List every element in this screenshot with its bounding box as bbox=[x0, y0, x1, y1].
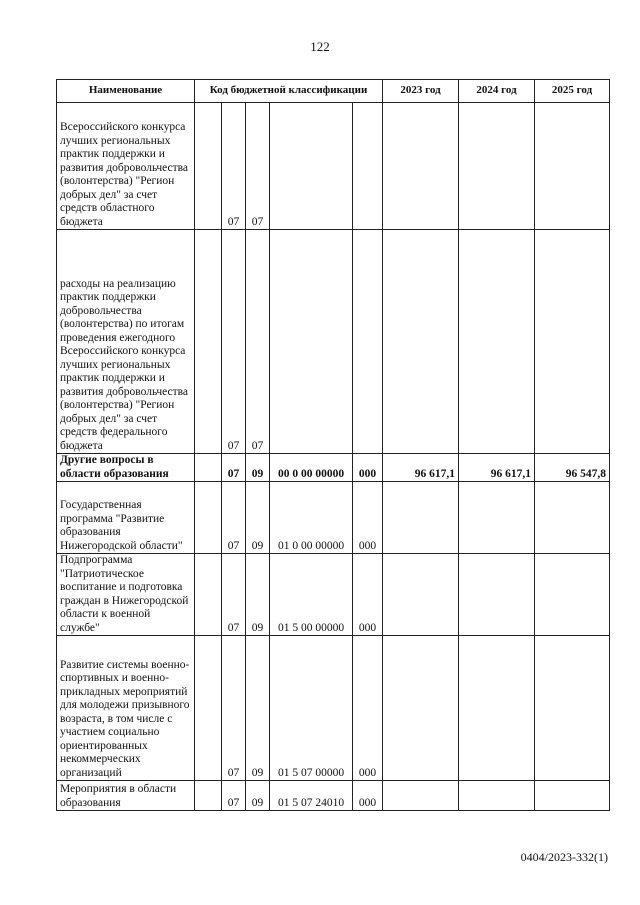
row-blank-code bbox=[195, 781, 222, 811]
row-target-article bbox=[270, 230, 353, 454]
table-header-row bbox=[57, 80, 610, 103]
header-code: Код бюджетной классификации bbox=[195, 80, 383, 103]
row-2025 bbox=[535, 636, 610, 781]
table-row bbox=[57, 230, 610, 454]
row-subsection: 09 bbox=[246, 554, 270, 636]
table-row bbox=[57, 554, 610, 636]
row-expense-type bbox=[353, 103, 383, 230]
row-blank-code bbox=[195, 554, 222, 636]
row-2025: 96 547,8 bbox=[535, 454, 610, 482]
row-name: Всероссийского конкурса лучших региональных практик поддержки и развития добровольчества (волонтерства) "Регион добрых дел" за счет средств областного бюджета bbox=[57, 103, 195, 230]
row-subsection: 07 bbox=[246, 230, 270, 454]
row-section: 07 bbox=[222, 482, 246, 554]
row-section: 07 bbox=[222, 103, 246, 230]
row-subsection: 09 bbox=[246, 781, 270, 811]
row-target-article: 01 5 00 00000 bbox=[270, 554, 353, 636]
row-section: 07 bbox=[222, 454, 246, 482]
row-blank-code bbox=[195, 230, 222, 454]
row-name: Развитие системы военно-спортивных и военно-прикладных мероприятий для молодежи призывного возраста, в том числе с участием социально ориентированных некоммерческих организаций bbox=[57, 636, 195, 781]
row-2025 bbox=[535, 482, 610, 554]
row-name: Подпрограмма "Патриотическое воспитание и подготовка граждан в Нижегородской области к военной службе" bbox=[57, 554, 195, 636]
row-expense-type: 000 bbox=[353, 781, 383, 811]
row-2024 bbox=[459, 103, 535, 230]
row-expense-type: 000 bbox=[353, 636, 383, 781]
header-2024: 2024 год bbox=[459, 80, 535, 103]
row-2024 bbox=[459, 636, 535, 781]
row-2024: 96 617,1 bbox=[459, 454, 535, 482]
row-2024 bbox=[459, 230, 535, 454]
row-target-article: 01 5 07 24010 bbox=[270, 781, 353, 811]
row-2023: 96 617,1 bbox=[383, 454, 459, 482]
table-row bbox=[57, 482, 610, 554]
row-blank-code bbox=[195, 482, 222, 554]
row-blank-code bbox=[195, 636, 222, 781]
row-blank-code bbox=[195, 454, 222, 482]
row-2023 bbox=[383, 103, 459, 230]
row-target-article: 00 0 00 00000 bbox=[270, 454, 353, 482]
row-2023 bbox=[383, 482, 459, 554]
row-2023 bbox=[383, 554, 459, 636]
document-code: 0404/2023-332(1) bbox=[520, 850, 608, 864]
row-2023 bbox=[383, 230, 459, 454]
table-row bbox=[57, 103, 610, 230]
row-expense-type: 000 bbox=[353, 554, 383, 636]
row-blank-code bbox=[195, 103, 222, 230]
row-subsection: 07 bbox=[246, 103, 270, 230]
table-body bbox=[57, 103, 610, 811]
row-2024 bbox=[459, 781, 535, 811]
row-name: Государственная программа "Развитие образования Нижегородской области" bbox=[57, 482, 195, 554]
row-subsection: 09 bbox=[246, 482, 270, 554]
row-name: расходы на реализацию практик поддержки добровольчества (волонтерства) по итогам проведения ежегодного Всероссийского конкурса лучших региональных практик поддержки и развития добровольчества (волонтерства) "Регион добрых дел" за счет средств федерального бюджета bbox=[57, 230, 195, 454]
row-section: 07 bbox=[222, 636, 246, 781]
table-row bbox=[57, 636, 610, 781]
row-name: Мероприятия в области образования bbox=[57, 781, 195, 811]
row-expense-type bbox=[353, 230, 383, 454]
header-name: Наименование bbox=[57, 80, 195, 103]
row-name: Другие вопросы в области образования bbox=[57, 454, 195, 482]
table-row bbox=[57, 454, 610, 482]
row-expense-type: 000 bbox=[353, 454, 383, 482]
row-target-article: 01 0 00 00000 bbox=[270, 482, 353, 554]
table-row bbox=[57, 781, 610, 811]
row-2023 bbox=[383, 781, 459, 811]
row-target-article: 01 5 07 00000 bbox=[270, 636, 353, 781]
row-subsection: 09 bbox=[246, 454, 270, 482]
row-2024 bbox=[459, 482, 535, 554]
row-2025 bbox=[535, 781, 610, 811]
row-section: 07 bbox=[222, 230, 246, 454]
header-2023: 2023 год bbox=[383, 80, 459, 103]
page-number: 122 bbox=[310, 39, 330, 54]
row-expense-type: 000 bbox=[353, 482, 383, 554]
row-2025 bbox=[535, 554, 610, 636]
row-target-article bbox=[270, 103, 353, 230]
row-2025 bbox=[535, 230, 610, 454]
row-2023 bbox=[383, 636, 459, 781]
row-section: 07 bbox=[222, 554, 246, 636]
row-2024 bbox=[459, 554, 535, 636]
row-2025 bbox=[535, 103, 610, 230]
row-section: 07 bbox=[222, 781, 246, 811]
budget-table bbox=[56, 79, 610, 811]
header-2025: 2025 год bbox=[535, 80, 610, 103]
row-subsection: 09 bbox=[246, 636, 270, 781]
